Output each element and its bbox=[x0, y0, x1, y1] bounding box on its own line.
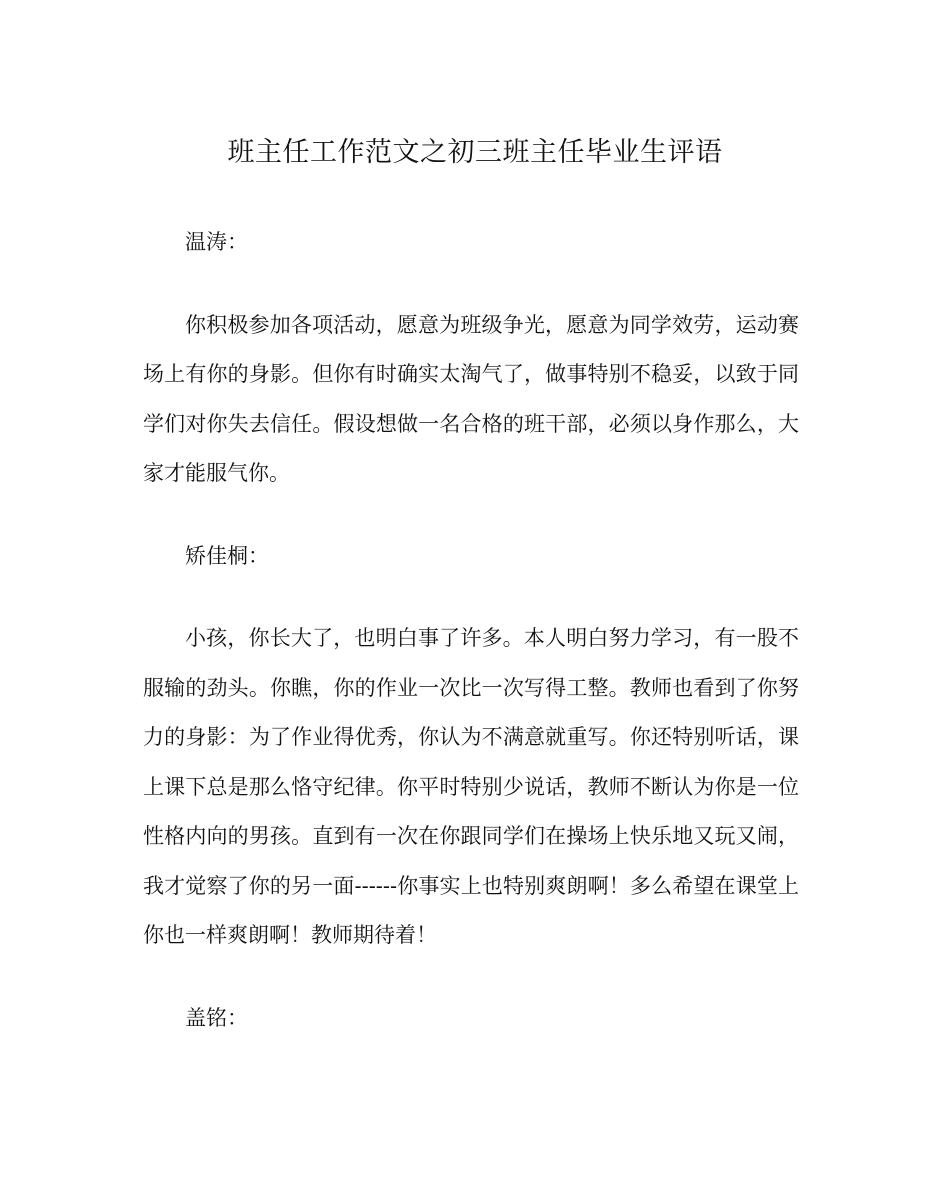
paragraph-gap bbox=[143, 581, 799, 614]
student-name-wen-tao: 温涛： bbox=[185, 230, 248, 254]
document-body bbox=[143, 218, 799, 1043]
paragraph-gap bbox=[143, 268, 799, 301]
student-name-jiao-jiatong: 矫佳桐： bbox=[185, 543, 269, 568]
document-title: 班主任工作范文之初三班主任毕业生评语 bbox=[227, 137, 723, 168]
paragraph-gap bbox=[143, 961, 799, 994]
comment-jiao-jiatong: 小孩，你长大了，也明白事了许多。本人明白努力学习，有一股不服输的劲头。你瞧，你的作业一次比一次写得工整。教师也看到了你努力的身影：为了作业得优秀，你认为不满意就重写。你还特别听话，课上课下总是那么恪守纪律。你平时特别少说话，教师不断认为你是一位性格内向的男孩。直到有一次在你跟同学们在操场上快乐地又玩又闹，我才觉察了你的另一面------你事实上也特别爽朗啊！多么希望在课堂上你也一样爽朗啊！教师期待着！ bbox=[143, 626, 799, 947]
paragraph-gap bbox=[143, 499, 799, 532]
comment-wen-tao: 你积极参加各项活动，愿意为班级争光，愿意为同学效劳，运动赛场上有你的身影。但你有时确实太淘气了，做事特别不稳妥，以致于同学们对你失去信任。假设想做一名合格的班干部，必须以身作那么，大家才能服气你。 bbox=[143, 312, 799, 485]
student-name-gai-ming: 盖铭： bbox=[185, 1005, 248, 1030]
